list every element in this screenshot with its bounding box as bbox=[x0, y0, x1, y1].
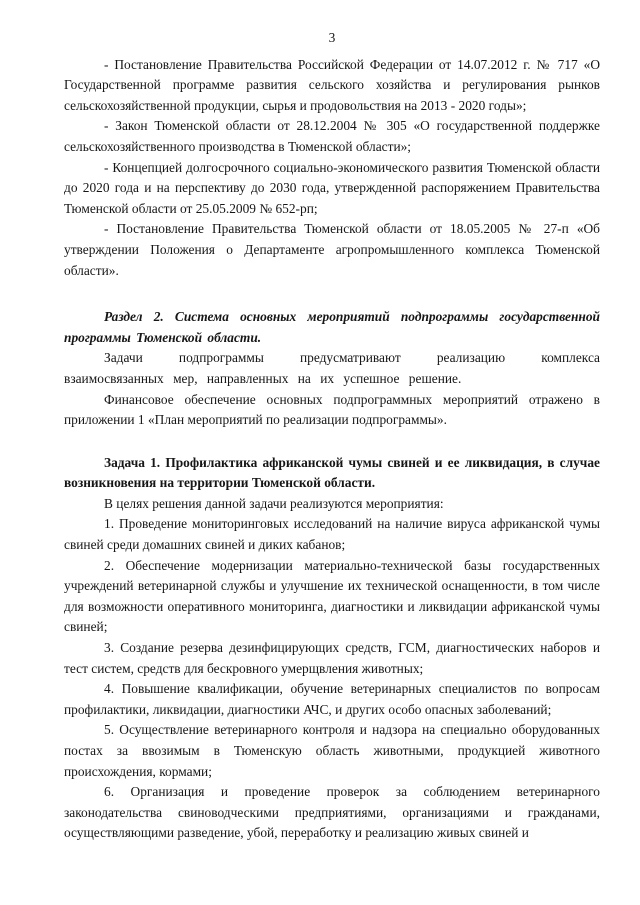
task-item-2: 2. Обеспечение модернизации материально-технической базы государственных учреждений ветеринарной службы и улучшение их технической оснащенности, в том числе для возможности оперативного мониторинга, диагностики и ликвидации африканской чумы свиней; bbox=[64, 557, 600, 635]
task-heading: Задача 1. Профилактика африканской чумы свиней и ее ликвидация, в случае возникновения на территории Тюменской области. bbox=[64, 454, 600, 491]
legal-ref-1: - Постановление Правительства Российской Федерации от 14.07.2012 г. № 717 «О Государственной программе развития сельского хозяйства и регулирования рынков сельскохозяйственной продукции, сырья и продовольствия на 2013 - 2020 годы»; bbox=[64, 56, 600, 113]
task-intro: В целях решения данной задачи реализуются мероприятия: bbox=[104, 495, 444, 511]
task-item-4: 4. Повышение квалификации, обучение ветеринарных специалистов по вопросам профилактики, ликвидации, диагностики АЧС, и других особо опасных заболеваний; bbox=[64, 681, 600, 717]
page-number: 3 bbox=[328, 30, 336, 45]
legal-ref-2: - Закон Тюменской области от 28.12.2004 № 305 «О государственной поддержке сельскохозяйственного производства в Тюменской области»; bbox=[64, 118, 600, 154]
task-item-5: 5. Осуществление ветеринарного контроля и надзора на специально оборудованных постах за ввозимым в Тюменскую область животными, продукцией животного происхождения, кормами; bbox=[64, 722, 600, 779]
task-item-1: 1. Проведение мониторинговых исследований на наличие вируса африканской чумы свиней среди домашних свиней и диких кабанов; bbox=[64, 516, 600, 553]
legal-ref-4: - Постановление Правительства Тюменской области от 18.05.2005 № 27-п «Об утверждении Положения о Департаменте агропромышленного комплекса Тюменской области». bbox=[64, 221, 600, 278]
task-item-6: 6. Организация и проведение проверок за соблюдением ветеринарного законодательства свиноводческими предприятиями, организациями и гражданами, осуществляющими разведение, убой, переработку и реализацию живых свиней и bbox=[64, 784, 600, 841]
section-2 bbox=[64, 307, 600, 431]
task-1 bbox=[64, 453, 600, 844]
section-paragraph-2: Финансовое обеспечение основных подпрограммных мероприятий отражено в приложении 1 «План мероприятий по реализации подпрограммы». bbox=[64, 391, 600, 428]
legal-references bbox=[64, 55, 600, 282]
section-paragraph-1: Задачи подпрограммы предусматривают реализацию комплекса взаимосвязанных мер, направленных на их успешное решение. bbox=[64, 350, 600, 386]
section-heading: Раздел 2. Система основных мероприятий подпрограммы государственной программы Тюменской области. bbox=[64, 309, 600, 345]
task-item-3: 3. Создание резерва дезинфицирующих средств, ГСМ, диагностических наборов и тест систем, средств для бескровного умерщвления животных; bbox=[64, 640, 600, 676]
legal-ref-3: - Концепцией долгосрочного социально-экономического развития Тюменской области до 2020 года и на перспективу до 2030 года, утвержденной распоряжением Правительства Тюменской области от 25.05.2009 № 652-рп; bbox=[64, 159, 600, 216]
